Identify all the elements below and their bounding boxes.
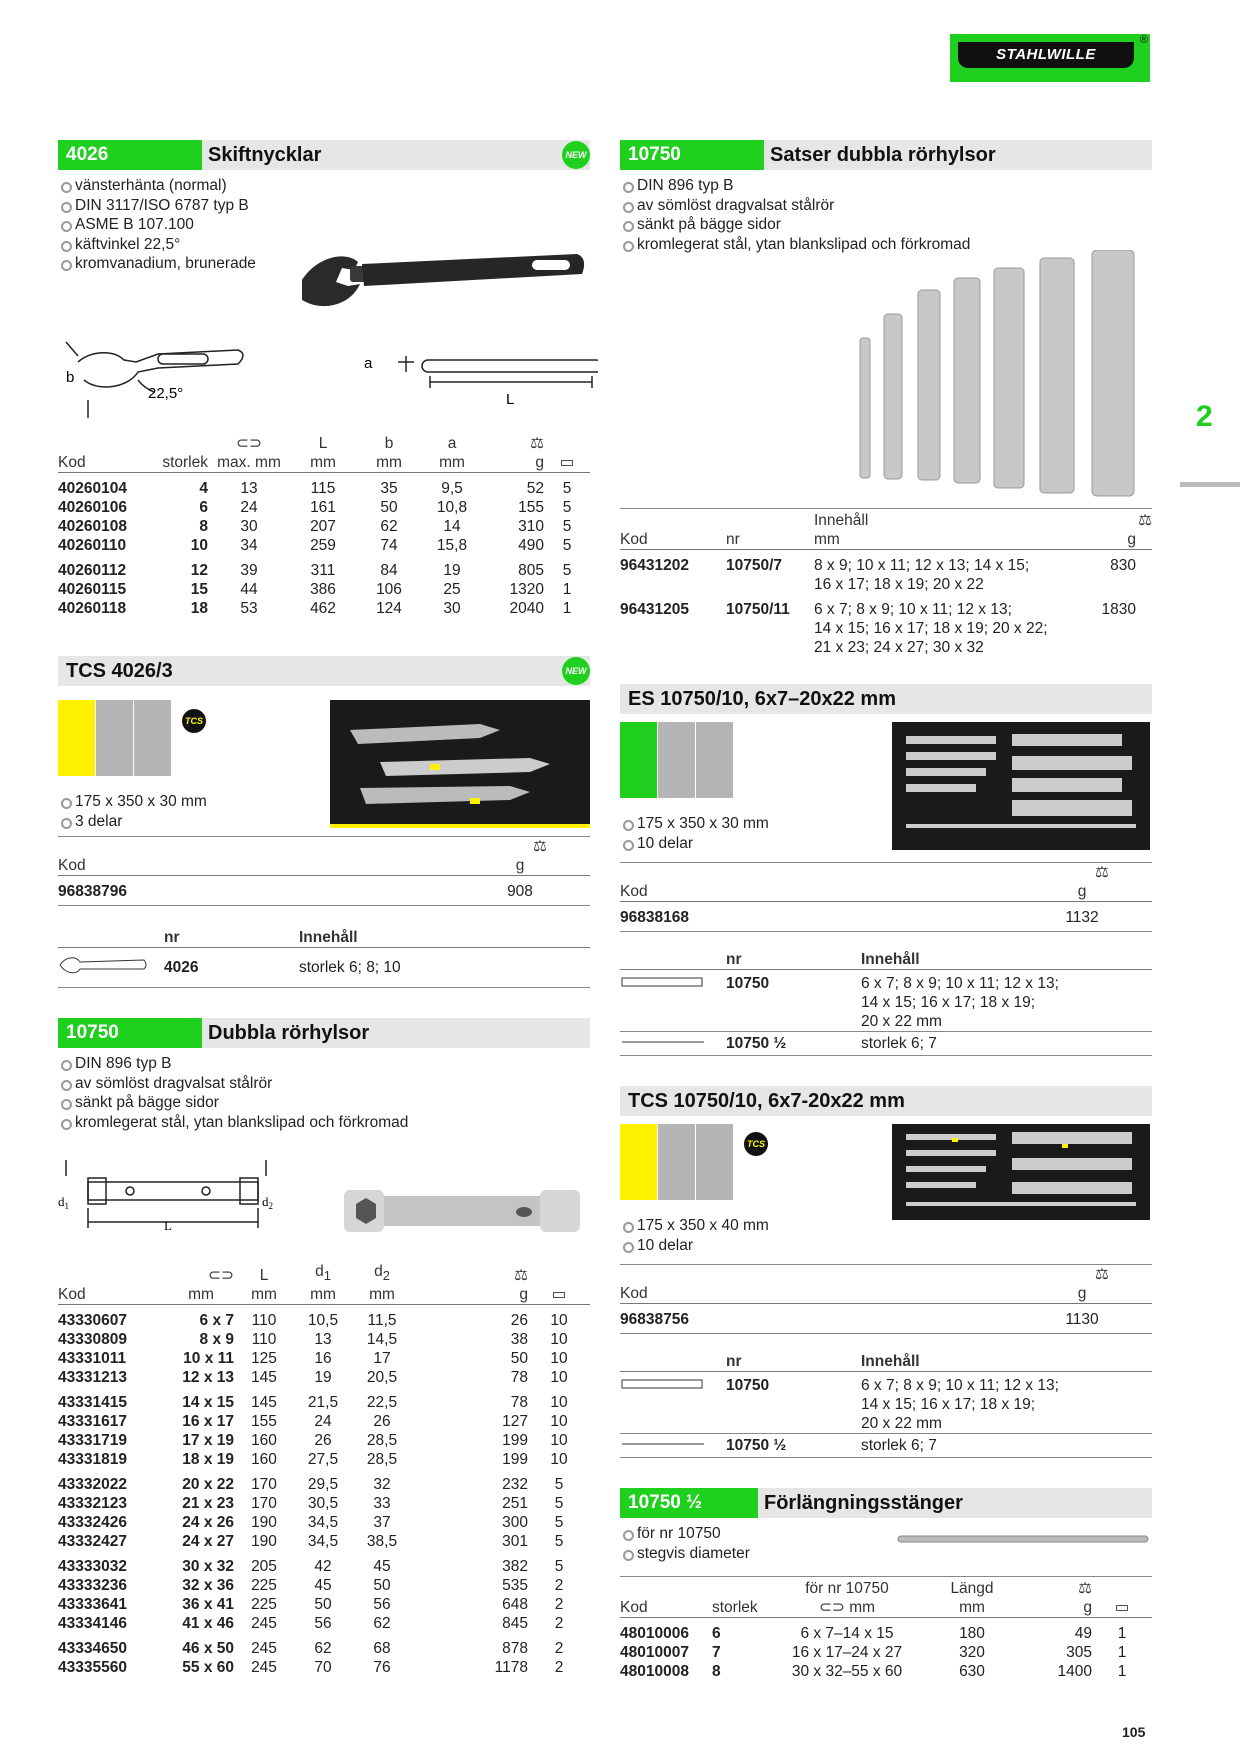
tcs-tray-photo [330,700,590,828]
tcs4026-table: ⚖ Kod g 96838796 908 [58,836,590,906]
table-row: 43331719 17 x 19 160 26 28,5 199 10 [58,1432,568,1450]
es-tray-photo [892,722,1150,850]
feature-list-tcs10750 [620,1216,769,1255]
chapter-number: 2 [1196,400,1213,433]
table-row: 43330809 8 x 9 110 13 14,5 38 10 [58,1331,568,1349]
bar-icon [620,1034,706,1048]
svg-text:d1: $d_1$ [58,1194,69,1211]
table-row: 43334146 41 x 46 245 56 62 845 2 [58,1615,564,1633]
bar-icon [620,1436,706,1450]
dim-label-a: a [364,355,373,372]
feature-list-ext [620,1524,750,1563]
table-row: 43332426 24 x 26 190 34,5 37 300 5 [58,1514,564,1532]
feature-item: kromlegerat stål, ytan blankslipad och förkromad [620,235,1140,255]
color-swatches [620,722,733,798]
package-icon: ▭ [1114,1599,1130,1616]
feature-item: DIN 3117/ISO 6787 typ B [58,196,318,216]
feature-item: för nr 10750 [620,1524,750,1544]
section-title: TCS 10750/10, 6x7-20x22 mm [628,1089,905,1112]
section-code: 10750 ½ [620,1488,758,1518]
table-row: 43333032 30 x 32 205 42 45 382 5 [58,1558,564,1576]
jaw-icon: ⊂⊃ [236,435,262,452]
section-header-tcs10750 [620,1086,1152,1116]
table-row: 43331213 12 x 13 145 19 20,5 78 10 [58,1369,568,1387]
weight-icon: ⚖ [530,435,544,452]
es-table: ⚖ Kod g 96838168 1132 [620,862,1152,932]
wrench-dimension-diagram [58,332,598,428]
table-row: 43331617 16 x 17 155 24 26 127 10 [58,1413,568,1431]
feature-list-10750 [58,1054,578,1132]
table-row: 43332123 21 x 23 170 30,5 33 251 5 [58,1495,564,1513]
section-header-tcs4026 [58,656,590,686]
package-icon: ▭ [551,1286,567,1304]
extension-table: för nr 10750 Längd ⚖ Kod storlek ⊂⊃ mm mm g ▭ 48010006 6 6 x 7–14 x 15 180 49 1 48010007 7 16 x 17–24 x 27 320 305 1 48010008 8 30 x 32–55 x 60 630 1400 1 [620,1576,1152,1681]
table-row: 40260118 18 53 462 124 30 2040 1 [58,600,572,617]
package-icon: ▭ [559,454,575,471]
section-title: ES 10750/10, 6x7–20x22 mm [628,687,896,710]
size-icon: ⊂⊃ [818,1599,845,1616]
section-title: TCS 4026/3 [66,659,173,682]
table-row: 43332022 20 x 22 170 29,5 32 232 5 [58,1476,564,1494]
section-header-10750 [58,1018,590,1048]
article-code: 96838168 [620,909,689,926]
tube-icon [620,974,706,990]
feature-list-4026 [58,176,318,274]
table-row: 43331415 14 x 15 145 21,5 22,5 78 10 [58,1394,568,1412]
section-title: Skiftnycklar [208,143,322,166]
table-row: 40260106 6 24 161 50 10,8 155 5 [58,499,572,516]
feature-list-tcs4026 [58,792,207,831]
table-row: 40260104 4 13 115 35 9,5 52 5 [58,480,572,497]
table-row: 48010007 7 16 x 17–24 x 27 320 305 1 [620,1644,1127,1661]
color-swatches [620,1124,733,1200]
section-header-ext [620,1488,1152,1518]
weight-icon: ⚖ [533,838,547,855]
table-row: 48010008 8 30 x 32–55 x 60 630 1400 1 [620,1663,1127,1680]
section-header-es [620,684,1152,714]
tcs-badge: TCS [744,1132,768,1156]
new-badge: NEW [562,141,590,169]
svg-text:L: L [164,1218,172,1233]
table-row: 43331819 18 x 19 160 27,5 28,5 199 10 [58,1451,568,1469]
dim-label-b: b [66,369,75,386]
feature-item: 175 x 350 x 40 mm [620,1216,769,1236]
feature-item: kromlegerat stål, ytan blankslipad och förkromad [58,1113,578,1133]
color-swatches [58,700,171,776]
table-row: 96431202 10750/7 8 x 9; 10 x 11; 12 x 13; 14 x 15; 16 x 17; 18 x 19; 20 x 22 830 [620,557,1136,593]
feature-item: käftvinkel 22,5° [58,235,318,255]
tcs10750-contents: nr Innehåll 10750 6 x 7; 8 x 9; 10 x 11; 12 x 13; 14 x 15; 16 x 17; 18 x 19; 20 x 22 mm 10750 ½ storlek 6; 7 [620,1352,1152,1458]
brand-name: STAHLWILLE [996,46,1096,63]
tube-icon [620,1376,706,1392]
table-row: 43333641 36 x 41 225 50 56 648 2 [58,1596,564,1614]
article-code: 96838756 [620,1311,689,1328]
table-row: 43335560 55 x 60 245 70 76 1178 2 [58,1659,564,1677]
table-row: 40260112 12 39 311 84 19 805 5 [58,562,572,579]
dim-label-L: L [506,391,515,408]
tube-spec-table: ⊂⊃ L $d_1$ $d_2$ ⚖ Kod mm mm mm mm g ▭ 43330607 6 x 7 110 10,5 11,5 26 10 43330809 8 x 9 110 13 14,5 38 10 43331011 10 x 11 125 16 17 50 10 43331213 12 x 13 145 19 20,5 78 10 43331415 14 x 15 145 21,5 22,5 78 10 43331617 16 x 17 155 24 26 127 10 43331719 17 x 19 160 26 28,5 199 10 43331819 18 x 19 160 27,5 28,5 199 10 43332022 20 x 22 170 29,5 32 232 5 43332123 21 x 23 170 30,5 33 251 5 43332426 24 x 26 190 34,5 37 300 5 43332427 24 x 27 190 34,5 38,5 301 5 43333032 30 x 32 205 42 45 382 5 43333236 32 x 36 225 45 50 535 2 43333641 36 x 41 225 50 56 648 2 43334146 41 x 46 245 56 62 845 2 43334650 46 x 50 245 62 68 878 2 43335560 55 x 60 245 70 76 1178 2 [58,1262,590,1677]
weight-icon: ⚖ [1138,512,1152,529]
tcs10750-table: ⚖ Kod g 96838756 1130 [620,1264,1152,1334]
feature-item: stegvis diameter [620,1544,750,1564]
section-header-4026 [58,140,590,170]
table-row: 43330607 6 x 7 110 10,5 11,5 26 10 [58,1312,568,1330]
feature-item: sänkt på bägge sidor [620,215,1140,235]
tube-wrench-image [334,1174,590,1250]
section-title: Satser dubbla rörhylsor [770,143,996,166]
svg-text:d2: $d_2$ [262,1194,273,1211]
weight-icon: ⚖ [1078,1580,1092,1597]
weight-icon: ⚖ [1095,864,1109,881]
feature-item: sänkt på bägge sidor [58,1093,578,1113]
table-row: 43331011 10 x 11 125 16 17 50 10 [58,1350,568,1368]
feature-item: 3 delar [58,812,207,832]
dim-label-angle: 22,5° [148,385,184,402]
weight-icon: ⚖ [1095,1266,1109,1283]
tcs-tray-photo [892,1124,1150,1220]
table-row: 43334650 46 x 50 245 62 68 878 2 [58,1640,564,1658]
feature-list-es [620,814,769,853]
feature-item: 10 delar [620,1236,769,1256]
new-badge: NEW [562,657,590,685]
section-header-sets [620,140,1152,170]
table-row: 40260115 15 44 386 106 25 1320 1 [58,581,572,598]
table-row: 48010006 6 6 x 7–14 x 15 180 49 1 [620,1625,1127,1642]
table-row: 96431205 10750/11 6 x 7; 8 x 9; 10 x 11; 12 x 13; 14 x 15; 16 x 17; 18 x 19; 20 x 22; 21 x 23; 24 x 27; 30 x 32 1830 [620,601,1136,656]
table-row: 40260108 8 30 207 62 14 310 5 [58,518,572,535]
feature-item: DIN 896 typ B [620,176,1140,196]
feature-list-sets [620,176,1140,254]
tube-set-image [850,250,1150,500]
chapter-divider [1180,482,1240,487]
extension-bar-image [896,1530,1150,1548]
section-code: 10750 [58,1018,202,1048]
article-code: 96838796 [58,883,127,900]
feature-item: av sömlöst dragvalsat stålrör [58,1074,578,1094]
feature-item: ASME B 107.100 [58,215,318,235]
adjustable-wrench-image [292,228,592,320]
section-code: 4026 [58,140,202,170]
weight-icon: ⚖ [514,1267,528,1285]
feature-item: kromvanadium, brunerade [58,254,318,274]
es-contents: nr Innehåll 10750 6 x 7; 8 x 9; 10 x 11; 12 x 13; 14 x 15; 16 x 17; 18 x 19; 20 x 22 mm 10750 ½ storlek 6; 7 [620,950,1152,1056]
tcs4026-contents: nr Innehåll 4026 storlek 6; 8; 10 [58,928,590,988]
tcs-badge: TCS [182,709,206,733]
section-title: Förlängningsstänger [764,1491,963,1514]
feature-item: 175 x 350 x 30 mm [620,814,769,834]
size-icon: ⊂⊃ [208,1267,234,1285]
section-code: 10750 [620,140,764,170]
page-number: 105 [1122,1724,1146,1740]
feature-item: 10 delar [620,834,769,854]
feature-item: vänsterhänta (normal) [58,176,318,196]
section-title: Dubbla rörhylsor [208,1021,370,1044]
wrench-spec-table: ⊂⊃ L b a ⚖ Kod storlek max. mm mm mm mm g ▭ 40260104 4 13 115 35 9,5 52 5 40260106 6 24 161 50 10,8 155 5 40260108 8 30 207 62 14 310 5 40260110 10 34 259 74 15,8 490 5 40260112 12 39 311 84 19 805 5 40260115 15 44 386 106 25 1320 1 40260118 18 53 462 124 30 2040 1 [58,434,590,618]
table-row: 43333236 32 x 36 225 45 50 535 2 [58,1577,564,1595]
table-row: 40260110 10 34 259 74 15,8 490 5 [58,537,572,554]
feature-item: av sömlöst dragvalsat stålrör [620,196,1140,216]
table-row: 43332427 24 x 27 190 34,5 38,5 301 5 [58,1533,564,1551]
feature-item: DIN 896 typ B [58,1054,578,1074]
wrench-icon [58,954,148,976]
brand-logo: STAHLWILLE ® [950,34,1150,82]
feature-item: 175 x 350 x 30 mm [58,792,207,812]
tube-dimension-diagram [58,1158,288,1238]
sets-table: Innehåll ⚖ Kod nr mm g 96431202 10750/7 8 x 9; 10 x 11; 12 x 13; 14 x 15; 16 x 17; 18 x 19; 20 x 22 830 96431205 10750/11 6 x 7; 8 x 9; 10 x 11; 12 x 13; 14 x 15; 16 x 17; 18 x 19; 20 x 22; 21 x 23; 24 x 27; 30 x 32 1830 [620,508,1152,657]
